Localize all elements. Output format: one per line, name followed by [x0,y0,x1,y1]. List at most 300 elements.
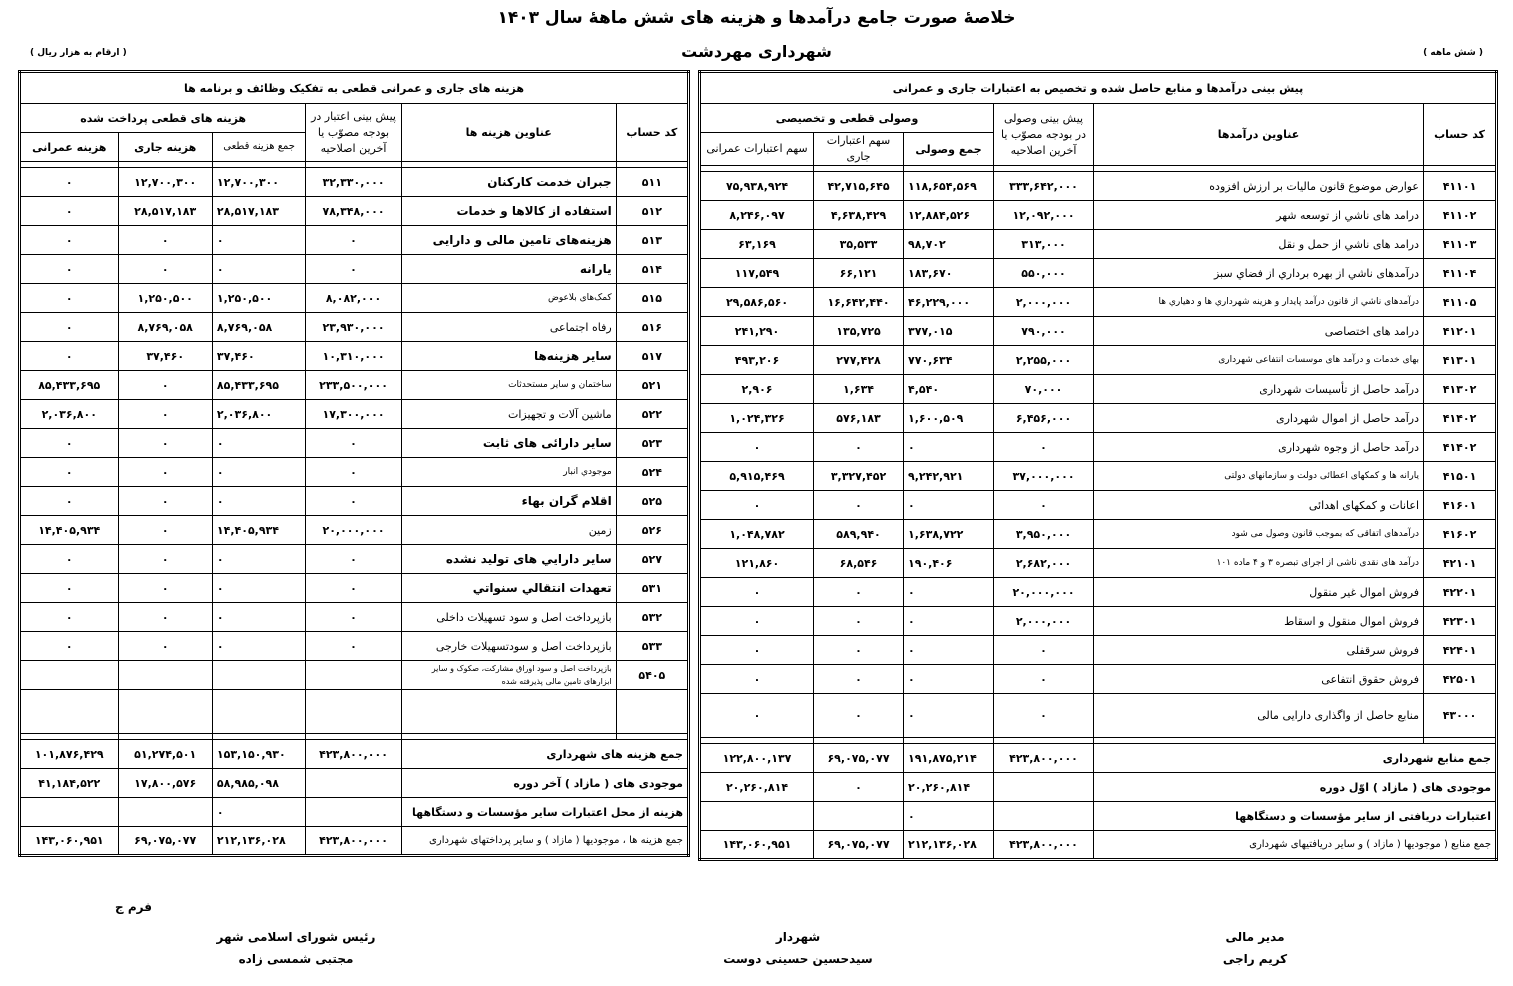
row-title: یارانه ها و کمکهای اعطائی دولت و سازمانهای دولتی [1094,462,1424,491]
account-code: ۴۲۲۰۱ [1424,578,1497,607]
forecast-value [994,773,1094,802]
table-row [700,375,1497,404]
total-value: ۲۰,۲۶۰,۸۱۴ [904,773,994,802]
account-code: ۵۲۴ [616,458,688,487]
col-code: کد حساب [1424,104,1497,166]
capital-value: ۰ [700,433,814,462]
account-code: ۴۱۳۰۱ [1424,346,1497,375]
forecast-value: ۲۰,۰۰۰,۰۰۰ [994,578,1094,607]
total-value: ۸۵,۴۳۳,۶۹۵ [212,371,305,400]
table-row [700,578,1497,607]
total-value: ۰ [212,429,305,458]
capital-value: ۱۰۱,۸۷۶,۴۲۹ [20,740,119,769]
account-code: ۵۲۵ [616,487,688,516]
current-value: ۰ [118,516,212,545]
form-label: فرم ج [115,900,152,914]
account-code: ۴۲۳۰۱ [1424,607,1497,636]
summary-row [700,831,1497,860]
forecast-value: ۰ [306,226,401,255]
summary-title: موجودی های ( مازاد ) آخر دوره [401,769,688,798]
total-value: ۱,۶۰۰,۵۰۹ [904,404,994,433]
current-value: ۰ [118,458,212,487]
table-row [700,288,1497,317]
total-value: ۰ [904,665,994,694]
signature-block [1145,930,1365,966]
table-row [700,491,1497,520]
forecast-value: ۰ [994,694,1094,738]
revenue-table [698,70,1498,861]
capital-value: ۸,۲۴۶,۰۹۷ [700,201,814,230]
total-value: ۰ [212,487,305,516]
capital-value: ۰ [700,607,814,636]
account-code: ۴۱۱۰۱ [1424,172,1497,201]
table-row [20,603,689,632]
capital-value: ۱۴۳,۰۶۰,۹۵۱ [20,827,119,856]
current-value: ۱۶,۶۴۲,۴۴۰ [814,288,904,317]
current-value [814,802,904,831]
summary-title: اعتبارات دریافتی از سایر مؤسسات و دستگاهها [1094,802,1497,831]
row-title: فروش حقوق انتفاعی [1094,665,1424,694]
total-value: ۱,۲۵۰,۵۰۰ [212,284,305,313]
row-title: اعانات و کمکهای اهدائی [1094,491,1424,520]
capital-value: ۰ [700,578,814,607]
current-value: ۰ [814,491,904,520]
forecast-value [306,798,401,827]
row-title: رفاه اجتماعی [401,313,616,342]
row-title: سایر هزینه‌ها [401,342,616,371]
current-value: ۰ [118,603,212,632]
account-code: ۴۱۱۰۳ [1424,230,1497,259]
row-title: موجودي انبار [401,458,616,487]
total-value: ۴۶,۲۲۹,۰۰۰ [904,288,994,317]
row-title: درآمد حاصل از تأسیسات شهرداری [1094,375,1424,404]
account-code: ۵۱۲ [616,197,688,226]
total-value: ۰ [904,578,994,607]
total-value: ۱۵۳,۱۵۰,۹۳۰ [212,740,305,769]
account-code: ۴۱۲۰۱ [1424,317,1497,346]
forecast-value: ۱۲,۰۹۲,۰۰۰ [994,201,1094,230]
capital-value: ۱,۰۴۸,۷۸۲ [700,520,814,549]
account-code: ۵۲۳ [616,429,688,458]
current-value: ۳۵,۵۳۳ [814,230,904,259]
account-code: ۴۳۰۰۰ [1424,694,1497,738]
row-title: استفاده از کالاها و خدمات [401,197,616,226]
table-row [700,607,1497,636]
summary-title: جمع هزینه ها ، موجودیها ( مازاد ) و سایر پرداختهای شهرداری [401,827,688,856]
account-code: ۵۱۶ [616,313,688,342]
account-code: ۵۴۰۵ [616,661,688,690]
forecast-value: ۲۳۳,۵۰۰,۰۰۰ [306,371,401,400]
total-value: ۰ [904,694,994,738]
capital-value [20,690,119,734]
forecast-value: ۲,۲۵۵,۰۰۰ [994,346,1094,375]
row-title: هزینه‌های تامین مالی و دارایی [401,226,616,255]
summary-title: موجودی های ( مازاد ) اوّل دوره [1094,773,1497,802]
col-group: وصولی قطعی و تخصیصی [700,104,994,133]
total-value: ۳۷,۴۶۰ [212,342,305,371]
forecast-value: ۳۷,۰۰۰,۰۰۰ [994,462,1094,491]
table-row [700,346,1497,375]
current-value: ۰ [118,487,212,516]
row-title: ماشین آلات و تجهیزات [401,400,616,429]
total-value: ۲۱۲,۱۳۶,۰۲۸ [212,827,305,856]
row-title: درآمد حاصل از وجوه شهرداری [1094,433,1424,462]
current-value: ۵۷۶,۱۸۳ [814,404,904,433]
account-code: ۵۳۲ [616,603,688,632]
total-value: ۰ [212,603,305,632]
forecast-value: ۷۸,۳۴۸,۰۰۰ [306,197,401,226]
capital-value: ۰ [20,255,119,284]
table-row [20,429,689,458]
summary-row [700,744,1497,773]
row-title: ساختمان و سایر مستحدثات [401,371,616,400]
row-title: بازپرداخت اصل و سود تسهیلات داخلی [401,603,616,632]
capital-value: ۰ [20,342,119,371]
table-row [20,661,689,690]
col-current: سهم اعتبارات جاری [814,133,904,166]
capital-value: ۰ [20,574,119,603]
current-value [118,798,212,827]
forecast-value: ۳۳۳,۶۴۲,۰۰۰ [994,172,1094,201]
current-value [118,661,212,690]
current-value: ۴۲,۷۱۵,۶۴۵ [814,172,904,201]
account-code: ۵۱۳ [616,226,688,255]
capital-value: ۵,۹۱۵,۴۶۹ [700,462,814,491]
table-row [20,574,689,603]
current-value: ۱۲,۷۰۰,۳۰۰ [118,168,212,197]
total-value: ۰ [904,433,994,462]
forecast-value: ۰ [306,603,401,632]
capital-value: ۰ [20,226,119,255]
forecast-value: ۰ [306,632,401,661]
total-value: ۱۴,۴۰۵,۹۳۴ [212,516,305,545]
capital-value [20,661,119,690]
table-row [700,462,1497,491]
current-value: ۲۸,۵۱۷,۱۸۳ [118,197,212,226]
total-value: ۱,۶۳۸,۷۲۲ [904,520,994,549]
summary-title: جمع منابع شهرداری [1094,744,1497,773]
signature-name: مجتبی شمسی زاده [238,952,354,966]
account-code: ۵۳۱ [616,574,688,603]
forecast-value: ۲,۰۰۰,۰۰۰ [994,288,1094,317]
table-row [700,636,1497,665]
row-title: سایر دارایي های تولید نشده [401,545,616,574]
col-total: جمع هزینه قطعی [212,133,305,162]
account-code: ۴۱۱۰۵ [1424,288,1497,317]
capital-value: ۶۳,۱۶۹ [700,230,814,259]
forecast-value: ۶,۴۵۶,۰۰۰ [994,404,1094,433]
capital-value: ۰ [20,632,119,661]
account-code: ۴۱۶۰۲ [1424,520,1497,549]
capital-value: ۱۱۷,۵۴۹ [700,259,814,288]
capital-value: ۰ [20,313,119,342]
capital-value: ۱,۰۲۴,۳۲۶ [700,404,814,433]
total-value: ۰ [904,491,994,520]
forecast-value: ۴۲۳,۸۰۰,۰۰۰ [994,744,1094,773]
signature-role: شهردار [775,930,821,944]
forecast-value: ۵۵۰,۰۰۰ [994,259,1094,288]
capital-value: ۰ [20,284,119,313]
capital-value: ۰ [700,491,814,520]
forecast-value: ۷۹۰,۰۰۰ [994,317,1094,346]
table-row [700,201,1497,230]
account-code: ۴۲۱۰۱ [1424,549,1497,578]
table-row [20,371,689,400]
capital-value: ۰ [700,694,814,738]
total-value: ۱۹۰,۴۰۶ [904,549,994,578]
current-value: ۰ [814,665,904,694]
capital-value: ۱۲۲,۸۰۰,۱۳۷ [700,744,814,773]
forecast-value: ۰ [994,491,1094,520]
forecast-value: ۳۲,۳۳۰,۰۰۰ [306,168,401,197]
total-value: ۱۲,۸۸۴,۵۲۶ [904,201,994,230]
revenue-section-title: پیش بینی درآمدها و منابع حاصل شده و تخصیص به اعتبارات جاری و عمرانی [700,72,1497,104]
row-title: عوارض موضوع قانون مالیات بر ارزش افزوده [1094,172,1424,201]
col-capital: سهم اعتبارات عمرانی [700,133,814,166]
account-code: ۵۲۱ [616,371,688,400]
account-code: ۴۱۴۰۲ [1424,404,1497,433]
row-title: بهای خدمات و درآمد های موسسات انتفاعی شهرداری [1094,346,1424,375]
row-title: کمک‌های بلاعوض [401,284,616,313]
current-value: ۰ [814,578,904,607]
account-code: ۵۱۱ [616,168,688,197]
capital-value: ۰ [20,168,119,197]
signature-block [186,930,406,966]
summary-title: هزینه از محل اعتبارات سایر مؤسسات و دستگاهها [401,798,688,827]
total-value: ۱۲,۷۰۰,۳۰۰ [212,168,305,197]
forecast-value: ۴۲۳,۸۰۰,۰۰۰ [306,827,401,856]
table-row [20,168,689,197]
total-value: ۹,۲۴۲,۹۲۱ [904,462,994,491]
capital-value: ۲۴۱,۲۹۰ [700,317,814,346]
table-row [700,317,1497,346]
table-row [700,694,1497,738]
capital-value: ۰ [20,197,119,226]
row-title: اقلام گران بهاء [401,487,616,516]
account-code: ۴۱۳۰۲ [1424,375,1497,404]
capital-value: ۰ [700,665,814,694]
expense-table [18,70,690,857]
summary-row [700,802,1497,831]
table-row [700,433,1497,462]
expense-section-title: هزینه های جاری و عمرانی قطعی به تفکیک وظائف و برنامه ها [20,72,689,104]
current-value: ۳۷,۴۶۰ [118,342,212,371]
row-title: فروش اموال منقول و اسقاط [1094,607,1424,636]
row-title: درآمدهای ناشي از قانون درآمد پايدار و هزينه شهرداري ها و دهياري ها [1094,288,1424,317]
forecast-value: ۳۱۳,۰۰۰ [994,230,1094,259]
current-value: ۰ [118,226,212,255]
forecast-value: ۲,۶۸۲,۰۰۰ [994,549,1094,578]
row-title: درآمد های نقدی ناشی از اجرای تبصره ۳ و ۴ ماده ۱۰۱ [1094,549,1424,578]
summary-row [20,769,689,798]
current-value [118,690,212,734]
account-code: ۵۳۳ [616,632,688,661]
capital-value: ۰ [20,545,119,574]
table-row [20,632,689,661]
capital-value: ۱۲۱,۸۶۰ [700,549,814,578]
capital-value: ۰ [20,458,119,487]
total-value: ۰ [212,545,305,574]
current-value: ۰ [814,607,904,636]
total-value: ۱۱۸,۶۵۴,۵۶۹ [904,172,994,201]
summary-row [700,773,1497,802]
col-title: عناوین درآمدها [1094,104,1424,166]
account-code: ۵۲۲ [616,400,688,429]
col-title: عناوین هزینه ها [401,104,616,162]
row-title: درآمدهای اتفاقی که بموجب قانون وصول می شود [1094,520,1424,549]
forecast-value: ۰ [306,545,401,574]
signature-role: مدیر مالی [1225,930,1285,944]
current-value: ۰ [814,636,904,665]
account-code: ۵۲۷ [616,545,688,574]
row-title: درامد های ناشي از توسعه شهر [1094,201,1424,230]
table-row [20,690,689,734]
forecast-value: ۱۷,۳۰۰,۰۰۰ [306,400,401,429]
capital-value: ۲۹,۵۸۶,۵۶۰ [700,288,814,317]
current-value: ۶۹,۰۷۵,۰۷۷ [118,827,212,856]
forecast-value [306,661,401,690]
current-value: ۰ [814,694,904,738]
total-value: ۲۸,۵۱۷,۱۸۳ [212,197,305,226]
table-row [700,404,1497,433]
forecast-value [994,802,1094,831]
forecast-value: ۸,۰۸۲,۰۰۰ [306,284,401,313]
current-value: ۱۷,۸۰۰,۵۷۶ [118,769,212,798]
signature-name: کریم راجی [1222,952,1288,966]
total-value: ۰ [904,802,994,831]
forecast-value: ۰ [306,458,401,487]
account-code: ۵۱۴ [616,255,688,284]
row-title: منابع حاصل از واگذاری دارایی مالی [1094,694,1424,738]
capital-value: ۱۴۳,۰۶۰,۹۵۱ [700,831,814,860]
row-title [401,690,616,734]
forecast-value [306,769,401,798]
row-title: درامد های ناشي از حمل و نقل [1094,230,1424,259]
municipality-name: شهرداری مهردشت [681,42,832,61]
total-value: ۰ [904,636,994,665]
table-row [20,255,689,284]
table-row [20,458,689,487]
account-code: ۴۱۶۰۱ [1424,491,1497,520]
forecast-value: ۰ [306,255,401,284]
account-code: ۴۱۵۰۱ [1424,462,1497,491]
row-title: درآمدهای ناشي از بهره برداري از فضاي سبز [1094,259,1424,288]
total-value [212,690,305,734]
table-row [700,230,1497,259]
capital-value: ۴۹۳,۲۰۶ [700,346,814,375]
current-value: ۰ [118,429,212,458]
table-row [20,516,689,545]
current-value: ۰ [118,400,212,429]
row-title: درامد های اختصاصی [1094,317,1424,346]
account-code: ۴۱۴۰۲ [1424,433,1497,462]
total-value: ۰ [212,574,305,603]
summary-row [20,740,689,769]
total-value: ۰ [212,798,305,827]
current-value: ۲۷۷,۴۲۸ [814,346,904,375]
forecast-value: ۰ [994,433,1094,462]
forecast-value: ۰ [306,574,401,603]
forecast-value: ۳,۹۵۰,۰۰۰ [994,520,1094,549]
col-total: جمع وصولی [904,133,994,166]
forecast-value [306,690,401,734]
forecast-value: ۱۰,۳۱۰,۰۰۰ [306,342,401,371]
table-row [20,342,689,371]
col-code: کد حساب [616,104,688,162]
row-title: یارانه [401,255,616,284]
total-value: ۸,۷۶۹,۰۵۸ [212,313,305,342]
forecast-value: ۷۰,۰۰۰ [994,375,1094,404]
row-title: سایر دارائی های ثابت [401,429,616,458]
current-value: ۵۱,۲۷۴,۵۰۱ [118,740,212,769]
forecast-value: ۰ [994,636,1094,665]
total-value: ۲,۰۳۶,۸۰۰ [212,400,305,429]
current-value: ۱,۶۳۴ [814,375,904,404]
total-value: ۷۷۰,۶۳۴ [904,346,994,375]
total-value: ۱۹۱,۸۷۵,۲۱۴ [904,744,994,773]
account-code: ۵۲۶ [616,516,688,545]
summary-title: جمع هزینه های شهرداری [401,740,688,769]
units-note: ( ارقام به هزار ریال ) [30,48,127,58]
total-value: ۴,۵۴۰ [904,375,994,404]
row-title: فروش اموال غیر منقول [1094,578,1424,607]
forecast-value: ۲۳,۹۳۰,۰۰۰ [306,313,401,342]
signature-role: رئیس شورای اسلامی شهر [216,930,376,944]
table-row [700,549,1497,578]
capital-value: ۰ [20,603,119,632]
account-code: ۴۱۱۰۴ [1424,259,1497,288]
current-value: ۶۸,۵۴۶ [814,549,904,578]
current-value: ۳,۳۲۷,۴۵۲ [814,462,904,491]
forecast-value: ۲,۰۰۰,۰۰۰ [994,607,1094,636]
current-value: ۰ [118,371,212,400]
summary-row [20,798,689,827]
current-value: ۴,۶۳۸,۴۲۹ [814,201,904,230]
account-code: ۵۱۷ [616,342,688,371]
forecast-value: ۰ [306,429,401,458]
total-value: ۰ [212,458,305,487]
capital-value [700,802,814,831]
table-row [20,313,689,342]
total-value: ۵۸,۹۸۵,۰۹۸ [212,769,305,798]
current-value: ۵۸۹,۹۴۰ [814,520,904,549]
capital-value: ۰ [700,636,814,665]
current-value: ۶۹,۰۷۵,۰۷۷ [814,831,904,860]
total-value: ۰ [212,226,305,255]
row-title: تعهدات انتقالي سنواتي [401,574,616,603]
account-code: ۴۲۵۰۱ [1424,665,1497,694]
report-title: خلاصهٔ صورت جامع درآمدها و هزینه های شش ماههٔ سال ۱۴۰۳ [497,8,1016,28]
capital-value: ۰ [20,429,119,458]
current-value: ۰ [118,255,212,284]
current-value: ۰ [118,632,212,661]
account-code: ۵۱۵ [616,284,688,313]
current-value: ۰ [118,574,212,603]
total-value: ۱۸۳,۶۷۰ [904,259,994,288]
row-title: فروش سرقفلی [1094,636,1424,665]
current-value: ۶۶,۱۲۱ [814,259,904,288]
account-code: ۴۲۴۰۱ [1424,636,1497,665]
forecast-value: ۰ [306,487,401,516]
table-row [20,197,689,226]
capital-value: ۲,۰۳۶,۸۰۰ [20,400,119,429]
capital-value: ۴۱,۱۸۴,۵۲۲ [20,769,119,798]
row-title: بازپرداخت اصل و سود اوراق مشارکت، صکوک و سایر ابزارهای تامین مالی پذیرفته شده [401,661,616,690]
table-row [20,226,689,255]
table-row [700,259,1497,288]
col-forecast: پیش بینی اعتبار در بودجه مصوّب یا آخرین اصلاحیه [306,104,401,162]
table-row [20,545,689,574]
